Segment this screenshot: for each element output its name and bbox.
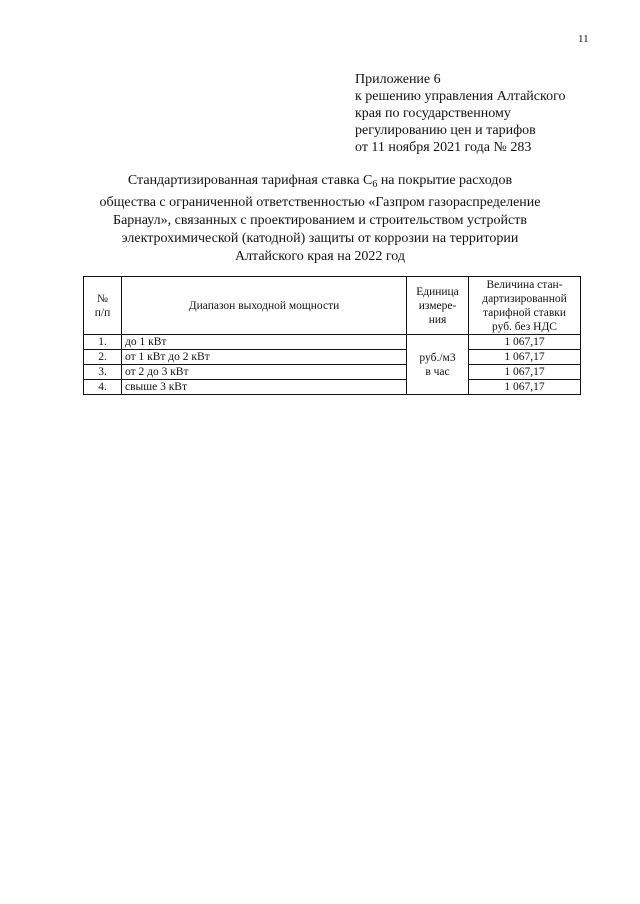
row-range: от 1 кВт до 2 кВт (122, 350, 407, 365)
appendix-block (355, 71, 566, 156)
appendix-line: Приложение 6 (355, 72, 441, 87)
header-num: № п/п (84, 277, 122, 335)
row-num: 2. (84, 350, 122, 365)
row-value: 1 067,17 (469, 335, 581, 350)
title-suffix: на покрытие расходов (377, 173, 513, 188)
row-value: 1 067,17 (469, 380, 581, 395)
appendix-line: от 11 ноября 2021 года № 283 (355, 140, 532, 155)
header-range: Диапазон выходной мощности (122, 277, 407, 335)
table-row (84, 335, 581, 350)
title-line: Барнаул», связанных с проектированием и строительством устройств (113, 213, 527, 228)
title-line: общества с ограниченной ответственностью «Газпром газораспределение (99, 195, 541, 210)
title-prefix: Стандартизированная тарифная ставка С (127, 173, 373, 188)
appendix-line: к решению управления Алтайского (355, 89, 566, 104)
tariff-table (83, 276, 581, 395)
table-row (84, 380, 581, 395)
row-num: 3. (84, 365, 122, 380)
header-value: Величина стан- дартизированной тарифной ставки руб. без НДС (469, 277, 581, 335)
table-header-row (84, 277, 581, 335)
header-unit: Единица измере- ния (407, 277, 469, 335)
title-line: электрохимической (катодной) защиты от коррозии на территории (121, 231, 519, 246)
row-num: 1. (84, 335, 122, 350)
row-value: 1 067,17 (469, 365, 581, 380)
page-number: 11 (578, 33, 589, 45)
row-num: 4. (84, 380, 122, 395)
title-line (60, 172, 580, 194)
title-line: Алтайского края на 2022 год (234, 249, 406, 264)
row-range: от 2 до 3 кВт (122, 365, 407, 380)
table-row (84, 365, 581, 380)
document-title (60, 172, 580, 266)
row-value: 1 067,17 (469, 350, 581, 365)
title-subscript: 6 (372, 179, 378, 190)
appendix-line: регулированию цен и тарифов (355, 123, 536, 138)
row-unit: руб./м3 в час (407, 335, 469, 395)
row-range: свыше 3 кВт (122, 380, 407, 395)
row-range: до 1 кВт (122, 335, 407, 350)
table-row (84, 350, 581, 365)
appendix-line: края по государственному (355, 106, 511, 121)
